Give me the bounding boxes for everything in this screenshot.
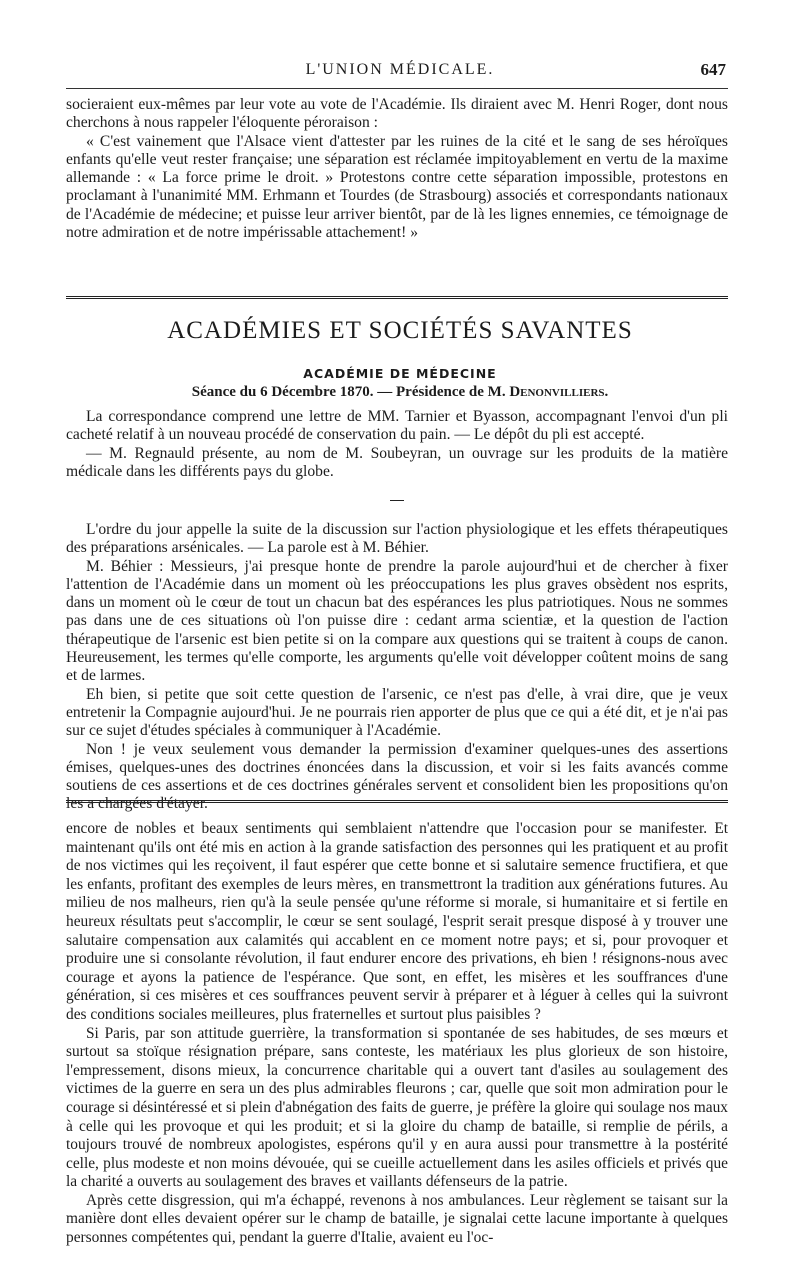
section-title: ACADÉMIES ET SOCIÉTÉS SAVANTES <box>167 317 633 344</box>
paragraph: L'ordre du jour appelle la suite de la discussion sur l'action physiologique et les effets thérapeutiques des préparations arsénicales. — La parole est à M. Béhier. <box>66 521 728 557</box>
top-text-block <box>66 96 728 242</box>
seance-line <box>0 384 800 401</box>
paragraph: Non ! je veux seulement vous demander la permission d'examiner quelques-unes des assertions émises, quelques-unes des doctrines énoncées dans la discussion, et voir si les faits avancés comme soutiens de ces assertions et de ces doctrines générales servent et consolident bien les propositions qu'on les a chargées d'étayer. <box>66 740 728 813</box>
paragraph: socieraient eux-mêmes par leur vote au vote de l'Académie. Ils diraient avec M. Henri Roger, dont nous cherchons à nous rappeler l'éloquente péroraison : <box>66 96 728 132</box>
paragraph: M. Béhier : Messieurs, j'ai presque honte de prendre la parole aujourd'hui et de chercher à fixer l'attention de l'Académie dans un moment où les préoccupations les plus graves obsèdent nos esprits, dans un moment où le cœur de tout un chacun bat des espérances les plus patriotiques. Nous ne sommes pas dans une de ces situations où l'on puisse dire : cedant arma scientiæ, et la question de l'action thérapeutique de l'arsenic est bien petite si on la compare aux questions qui se traitent à coups de canon. Heureusement, les termes qu'elle comporte, les arguments qu'elle voit développer coûtent moins de sang et de larmes. <box>66 557 728 685</box>
running-title: L'UNION MÉDICALE. <box>305 61 495 78</box>
separator-dash <box>390 500 404 501</box>
paragraph: — M. Regnauld présente, au nom de M. Soubeyran, un ouvrage sur les produits de la matière médicale dans les différents pays du globe. <box>66 444 728 480</box>
lower-text-block <box>66 820 728 1248</box>
paragraph: Si Paris, par son attitude guerrière, la transformation si spontanée de ses habitudes, de ses mœurs et surtout sa stoïque résignation prépare, sans conteste, les matériaux les plus glorieux de son histoire, l'empressement, disons mieux, la concurrence charitable qui a ouvert tant d'asiles au soulagement des victimes de la guerre en sera un des plus admirables fleurons ; car, quelle que soit mon admiration pour le courage si désintéressé et si plein d'abnégation des faits de guerre, je préfère la gloire qui soulage nos maux à celle qui les provoque et qui les produit; et si la gloire du champ de bataille, si remplie de périls, a toujours trouvé de nombreux apologistes, espérons qu'il y en aura aussi pour transmettre à la postérité celle, plus modeste et non moins dévouée, qui se cueille actuellement dans les asiles officiels et privés que la charité a ouverts au soulagement des braves et vaillants défenseurs de la patrie. <box>66 1024 728 1191</box>
academy-text-block-2 <box>66 521 728 814</box>
paragraph: encore de nobles et beaux sentiments qui semblaient n'attendre que l'occasion pour se manifester. Et maintenant qu'ils ont été mis en action à la grande satisfaction des personnes qui les pratiquent et au profit de nos victimes qui les reçoivent, il faut espérer que cette bonne et si salutaire semence fructifiera, et que les enfants, profitant des exemples de leurs mères, en transmettront la tradition aux générations futures. Au milieu de nos malheurs, rien qu'à la seule pensée qu'une réforme si morale, si humanitaire et si fertile en heureux résultats peut s'accomplir, le cœur se sent soulagé, l'esprit serait presque disposé à y trouver une salutaire compensation aux calamités qui accablent en ce moment notre pays; et si, pour provoquer et produire une si consolante révolution, il faut endurer encore des privations, eh bien ! résignons-nous avec courage et ayons la patience de l'espérance. Que sont, en effet, les misères et les souffrances d'une génération, si ces misères et ces souffrances peuvent servir à préparer et à léguer à celles qui la suivront des conditions sociales meilleures, plus fraternelles et surtout plus paisibles ? <box>66 820 728 1023</box>
paragraph: Après cette disgression, qui m'a échappé, revenons à nos ambulances. Leur règlement se taisant sur la manière dont elles devaient opérer sur le champ de bataille, je signalai cette lacune importante à quelques personnes compétentes qui, pendant la guerre d'Italie, avaient eu l'oc- <box>66 1191 728 1247</box>
academy-subtitle: ACADÉMIE DE MÉDECINE <box>303 366 497 381</box>
header-rule <box>66 88 728 89</box>
paragraph: Eh bien, si petite que soit cette question de l'arsenic, ce n'est pas d'elle, à vrai dire, que je veux entretenir la Compagnie aujourd'hui. Je ne pourrais rien apporter de plus que ce qui a été dit, et je n'ai pas sur ce sujet d'études spéciales à communiquer à l'Académie. <box>66 685 728 740</box>
academy-text-block-1 <box>66 408 728 481</box>
page-number: 647 <box>700 60 726 79</box>
seance-president: Denonvilliers. <box>509 384 609 400</box>
quotation-paragraph: « C'est vainement que l'Alsace vient d'attester par les ruines de la cité et le sang de ses héroïques enfants qu'elle veut rester française; une séparation est réclamée impitoyablement en vertu de la maxime allemande : « La force prime le droit. » Protestons contre cette séparation impossible, protestons en proclamant à l'unanimité MM. Erhmann et Tourdes (de Strasbourg) associés et correspondants nationaux de l'Académie de médecine; et puisse leur arriver bientôt, par de là les lignes ennemies, ce témoignage de notre admiration et de notre impérissable attachement! » <box>66 132 728 242</box>
paragraph: La correspondance comprend une lettre de MM. Tarnier et Byasson, accompagnant l'envoi d'un pli cacheté relatif à un nouveau procédé de conservation du pain. — Le dépôt du pli est accepté. <box>66 408 728 444</box>
seance-prefix: Séance du 6 Décembre 1870. — Présidence de M. <box>191 384 506 400</box>
section-divider <box>66 800 728 803</box>
section-divider <box>66 296 728 299</box>
